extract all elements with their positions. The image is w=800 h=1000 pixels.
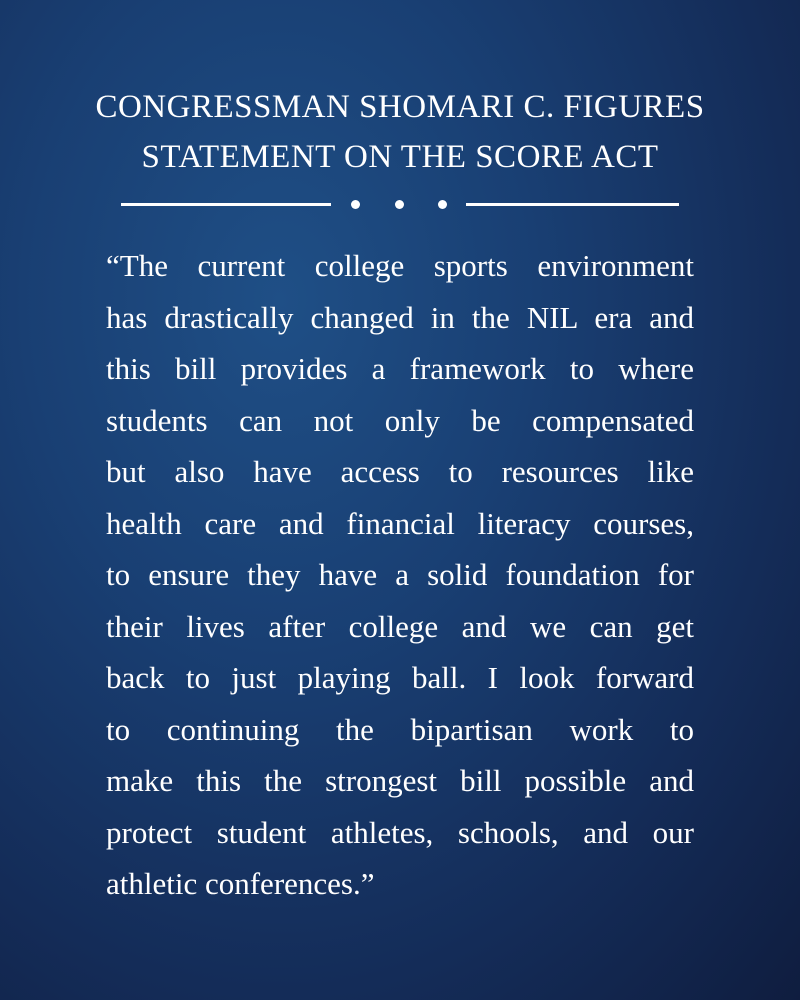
quote-line: protect student athletes, schools, and our — [106, 814, 694, 850]
quote-line: this bill provides a framework to where — [106, 351, 694, 386]
statement-title — [0, 82, 800, 182]
quote-line: health care and financial literacy courses, — [106, 505, 694, 541]
divider-dot — [395, 200, 404, 209]
quote-line: their lives after college and we can get — [106, 608, 694, 644]
quote-line: back to just playing ball. I look forward — [106, 660, 694, 695]
quote-line: “The current college sports environment — [106, 248, 694, 283]
quote-line: to continuing the bipartisan work to — [106, 711, 694, 747]
title-line-1: CONGRESSMAN SHOMARI C. FIGURES — [95, 89, 705, 125]
quote-line: make this the strongest bill possible and — [106, 763, 694, 798]
title-line-2: STATEMENT ON THE SCORE ACT — [141, 139, 659, 175]
ornamental-divider — [121, 192, 679, 216]
quote-line: has drastically changed in the NIL era and — [106, 299, 694, 335]
divider-line-right — [466, 203, 679, 206]
divider-dot — [351, 200, 360, 209]
quote-line: students can not only be compensated — [106, 402, 694, 438]
statement-quote — [106, 244, 694, 914]
divider-line-left — [121, 203, 331, 206]
quote-line: to ensure they have a solid foundation for — [106, 557, 694, 592]
quote-line: but also have access to resources like — [106, 454, 694, 489]
quote-line: athletic conferences.” — [106, 866, 375, 901]
divider-dot — [438, 200, 447, 209]
